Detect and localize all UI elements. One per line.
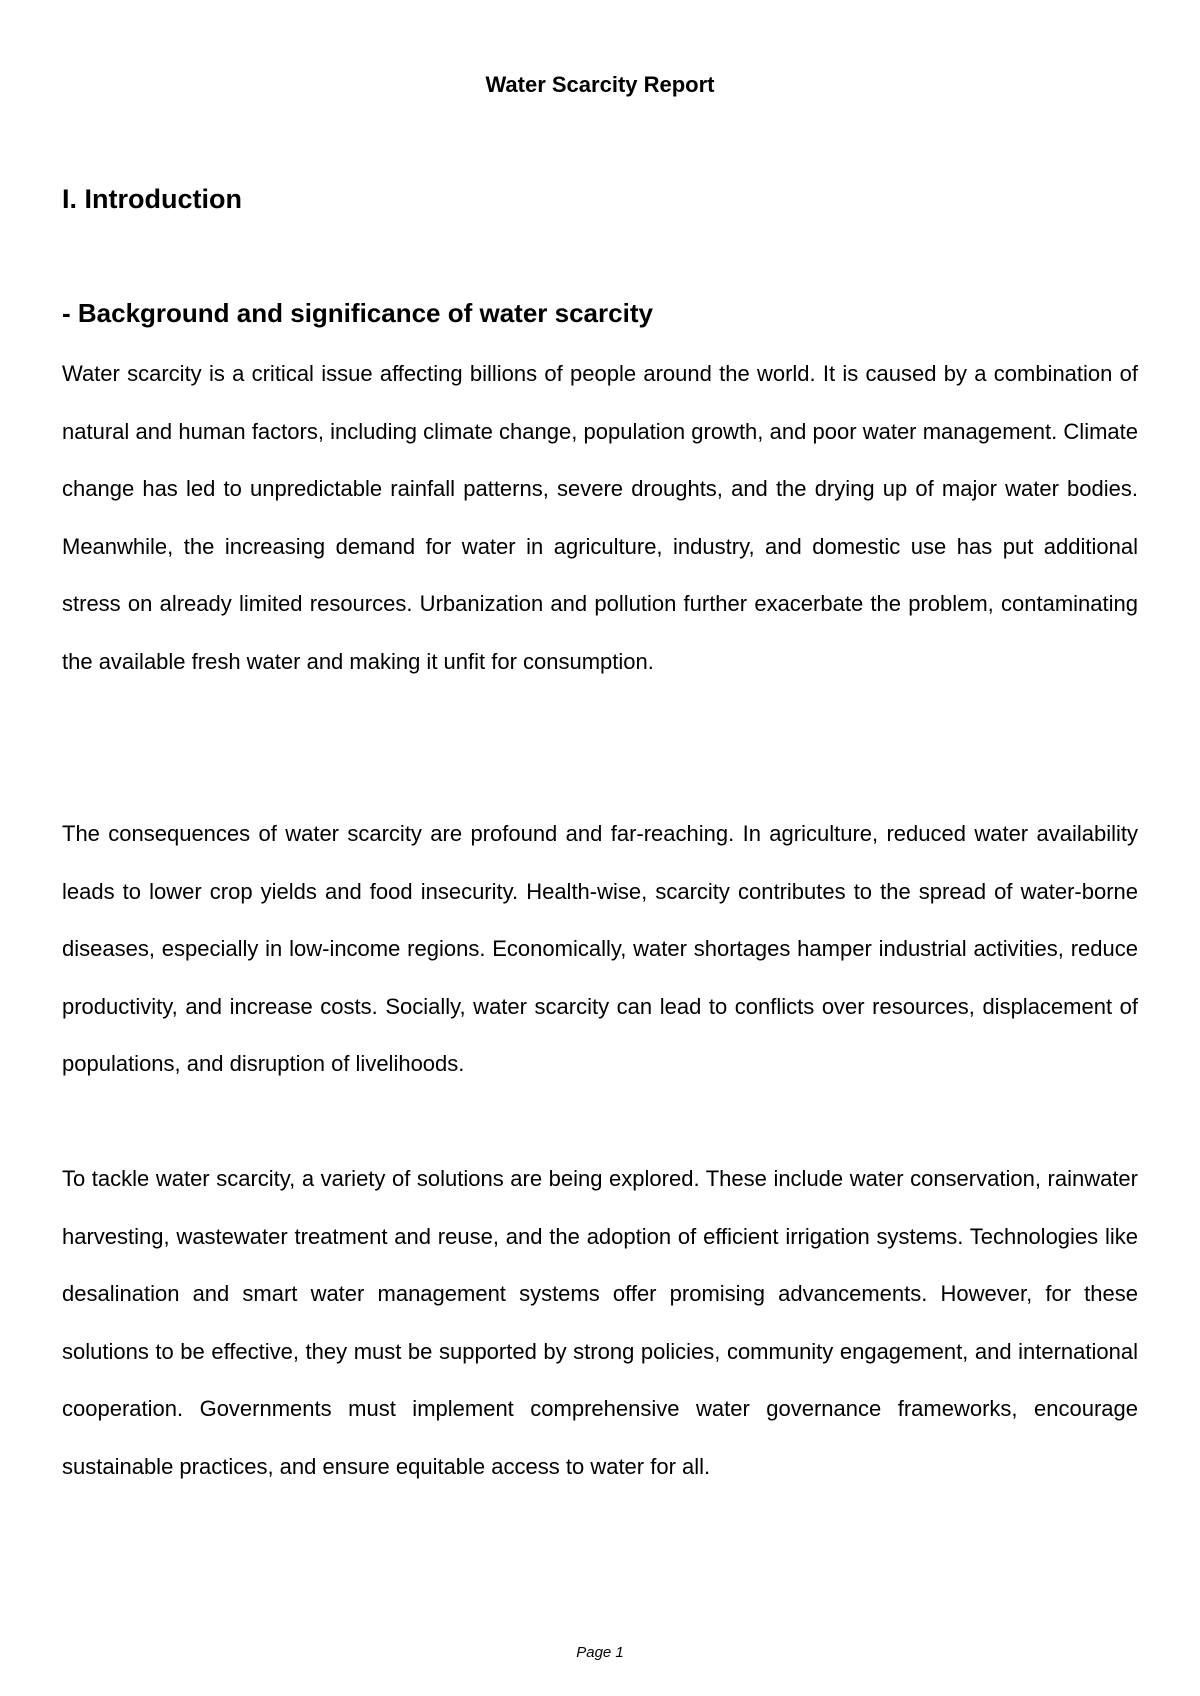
page-number: Page 1 xyxy=(576,1644,624,1661)
body-paragraph-1: Water scarcity is a critical issue affecting billions of people around the world. It is caused by a combination of natural and human factors, including climate change, population growth, and poor water management. Climate change has led to unpredictable rainfall patterns, severe droughts, and the drying up of major water bodies. Meanwhile, the increasing demand for water in agriculture, industry, and domestic use has put additional stress on already limited resources. Urbanization and pollution further exacerbate the problem, contaminating the available fresh water and making it unfit for consumption. xyxy=(62,361,1138,674)
document-title: Water Scarcity Report xyxy=(485,72,715,97)
body-paragraph-3: To tackle water scarcity, a variety of solutions are being explored. These include water conservation, rainwater harvesting, wastewater treatment and reuse, and the adoption of efficient irrigation systems. Technologies like desalination and smart water management systems offer promising advancements. However, for these solutions to be effective, they must be supported by strong policies, community engagement, and international cooperation. Governments must implement comprehensive water governance frameworks, encourage sustainable practices, and ensure equitable access to water for all. xyxy=(62,1166,1138,1479)
body-paragraph-2: The consequences of water scarcity are profound and far-reaching. In agriculture, reduced water availability leads to lower crop yields and food insecurity. Health-wise, scarcity contributes to the spread of water-borne diseases, especially in low-income regions. Economically, water shortages hamper industrial activities, reduce productivity, and increase costs. Socially, water scarcity can lead to conflicts over resources, displacement of populations, and disruption of livelihoods. xyxy=(62,821,1138,1076)
subsection-heading: - Background and significance of water scarcity xyxy=(62,298,653,328)
section-heading: I. Introduction xyxy=(62,184,242,214)
